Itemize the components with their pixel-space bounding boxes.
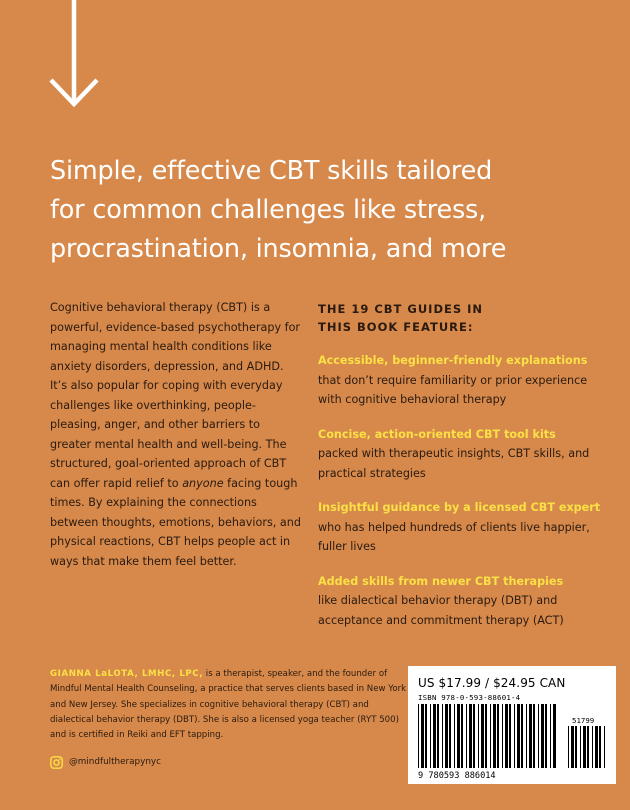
social-handle [50, 755, 161, 769]
feature-heading: Accessible, beginner-friendly explanations [318, 354, 588, 367]
feature-heading: Concise, action-oriented CBT tool kits [318, 427, 556, 441]
addon-digits: 51799 [572, 716, 595, 725]
headline-line-2: for common challenges like stress, [50, 195, 487, 225]
features-list [318, 301, 610, 645]
feature-description: that don’t require familiarity or prior experience with cognitive behavioral therapy [318, 373, 588, 406]
addon-barcode [568, 726, 605, 768]
features-title [318, 301, 610, 336]
description-part-1: Cognitive behavioral therapy (CBT) is a powerful, evidence-based psychotherapy for managing mental health conditions like anxiety disorders, depression, and ADHD. It’s also popular for coping with everyday challenges like overthinking, people-pleasing, anger, and other barriers to greater mental health and well-being. The structured, goal-oriented approach of CBT can offer rapid relief to [50, 301, 301, 490]
isbn-label: ISBN 978-0-593-88601-4 [418, 693, 521, 702]
headline-line-1: Simple, effective CBT skills tailored [50, 156, 493, 186]
feature-item [318, 425, 610, 484]
headline [50, 152, 610, 269]
feature-heading: Added skills from newer CBT therapies [318, 574, 564, 588]
instagram-icon [50, 756, 63, 769]
feature-description: packed with therapeutic insights, CBT skills, and practical strategies [318, 447, 590, 480]
barcode-digits: 9 780593 886014 [418, 771, 496, 780]
social-handle-text: @mindfultherapynyc [69, 757, 161, 767]
author-name: GIANNA LaLOTA, LMHC, LPC, [50, 669, 204, 679]
feature-description: like dialectical behavior therapy (DBT) and acceptance and commitment therapy (ACT) [318, 594, 564, 627]
feature-item [318, 498, 610, 557]
barcode-graphic [416, 704, 610, 780]
feature-heading: Insightful guidance by a licensed CBT expert [318, 501, 601, 514]
description-part-2: facing tough times. By explaining the connections between thoughts, emotions, behaviors, and physical reactions, CBT helps people act in ways that make them feel better. [50, 476, 301, 568]
price-label: US $17.99 / $24.95 CAN [418, 676, 566, 690]
description-paragraph [50, 298, 302, 571]
headline-line-3: procrastination, insomnia, and more [50, 234, 507, 264]
author-bio [50, 667, 408, 743]
feature-item [318, 351, 610, 410]
description-emphasis: anyone [182, 476, 224, 490]
isbn-barcode [418, 704, 556, 768]
feature-item [318, 572, 610, 631]
author-bio-text: is a therapist, speaker, and the founder of Mindful Mental Health Counseling, a practice that serves clients based in New York and New Jersey. She specializes in cognitive behavioral therapy (CBT) and dialectical behavior therapy (DBT). She is also a licensed yoga teacher (RYT 500) and is certified in Reiki and EFT tapping. [50, 669, 407, 741]
features-title-line-2: THIS BOOK FEATURE: [318, 319, 474, 334]
feature-description: who has helped hundreds of clients live happier, fuller lives [318, 520, 590, 553]
features-title-line-1: THE 19 CBT GUIDES IN [318, 302, 484, 316]
down-arrow-icon [48, 0, 100, 112]
barcode-box [408, 666, 616, 784]
